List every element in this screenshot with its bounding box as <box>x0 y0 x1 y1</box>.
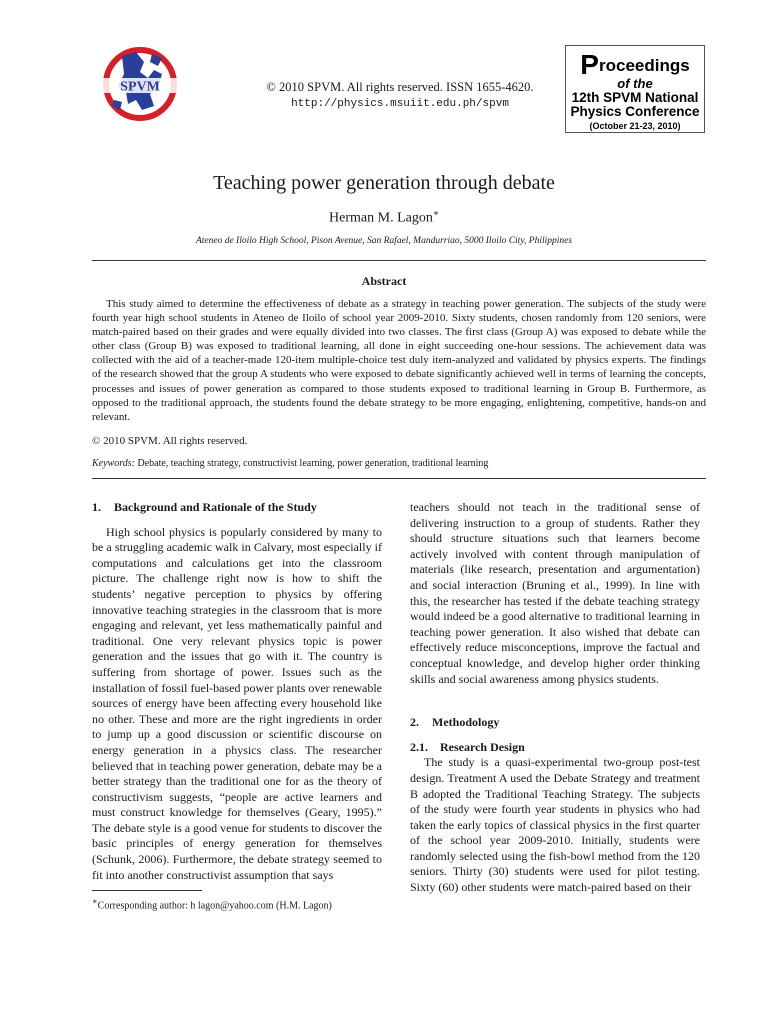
copyright-line: © 2010 SPVM. All rights reserved. ISSN 1655-4620. <box>266 80 534 94</box>
section-1-paragraph-1: High school physics is popularly considered by many to be a struggling academic walk in Calvary, most especially if computations and calculations get into the classroom picture. The challenge right now is how to shift the students’ negative perception to physics by offering innovative teaching strategies in the classroom that is more engaging and relevant, yet less mathematically painful and traditional. One very relevant physics topic is power generation and the issues that go with it. The country is suffering from shortage of power. Issues such as the installation of fossil fuel-based power plants over renewable sources of energy have been affecting every household like no other. These and more are the right ingredients in order to jump up a good discussion or scientific discourse on energy generation in a physics class. The researcher believed that in teaching power generation, debate may be a better strategy than the traditional one for as the theory of constructivism suggests, “people are active learners and must construct knowledge for themselves (Geary, 1995).” The debate style is a good venue for students to discover the basic principles of energy generation for themselves (Schunk, 2006). Furthermore, the debate strategy seemed to fit into another constructivist assumption that says <box>92 524 382 882</box>
left-column <box>92 500 382 883</box>
keywords-label: Keywords: <box>92 458 135 469</box>
proceedings-conference-line1: 12th SPVM National <box>571 90 699 106</box>
section-2-title: Methodology <box>432 715 500 730</box>
abstract-text: This study aimed to determine the effectiveness of debate as a strategy in teaching power generation. The subjects of the study were fourth year high school students in Ateneo de Iloilo of school year 2009-2010. Sixty students, chosen randomly from 120 seniors, were match-paired based on their grades and were equally divided into two classes. The first class (Group A) was exposed to debate while the other class (Group B) was exposed to traditional learning, all done in eight succeeding one-hour sessions. The achievement data was collected with the aid of a teacher-made 120-item multiple-choice test duly item-analyzed and validated by physics experts. The findings of the research showed that the group A students who were exposed to debate significantly achieved well in terms of learning the concepts, processes and issues of power generation as compared to those students exposed to traditional learning in Group B. Furthermore, as opposed to the traditional approach, the students found the debate strategy to be more engaging, enlightening, competitive, hands-on and relevant. <box>92 298 706 423</box>
footnote-mark: ∗ <box>92 897 98 906</box>
subsection-2-1-heading <box>410 740 700 756</box>
section-1-paragraph-2: teachers should not teach in the traditional sense of delivering instruction to a group of students. Rather they should structure situations such that learners become actively involved with content through manipulation of materials (like research, presentation and argumentation) and social interaction (Bruning et al., 1999). In line with this, the researcher has tested if the debate teaching strategy would indeed be a good alternative to traditional learning in teaching power generation. It also wished that debate can effectively reduce misconceptions, improve the factual and conceptual knowledge, and develop higher order thinking skills and social awareness among physics students. <box>410 500 700 686</box>
footnote-rule <box>92 890 202 891</box>
proceedings-big-letter: P <box>580 49 599 80</box>
section-1-title: Background and Rationale of the Study <box>114 500 317 514</box>
author-affiliation: Ateneo de Iloilo High School, Pison Avenue, San Rafael, Mandurriao, 5000 Iloilo City, Philippines <box>195 236 573 246</box>
subsection-2-1-paragraph: The study is a quasi-experimental two-group post-test design. Treatment A used the Debate Strategy and treatment B adopted the Traditional Teaching Strategy. The subjects of the study were fourth year students in physics who had taken the early topics of classical physics in the first quarter of the school year 2009-2010. Initially, students were randomly selected using the fish-bowl method from the 120 seniors. Thirty (30) students were used for pilot testing. Sixty (60) other students were match-paired based on their <box>410 755 700 895</box>
proceedings-of-the: of the <box>617 76 653 92</box>
subsection-2-1-number: 2.1. <box>410 739 428 754</box>
footnote <box>92 896 382 911</box>
section-1-number: 1. <box>92 500 101 514</box>
abstract-top-rule <box>92 260 706 261</box>
proceedings-word: roceedings <box>598 56 690 75</box>
author-footnote-mark[interactable]: ∗ <box>432 208 439 218</box>
paper-title: Teaching power generation through debate <box>213 172 555 194</box>
subsection-2-1-title: Research Design <box>440 739 525 754</box>
spvm-logo <box>92 44 188 124</box>
proceedings-conference-line2: Physics Conference <box>570 104 700 120</box>
logo-text: SPVM <box>120 79 160 95</box>
proceedings-badge <box>565 45 705 133</box>
section-2-number: 2. <box>410 715 419 730</box>
author-name: Herman M. Lagon <box>329 210 433 226</box>
abstract-heading: Abstract <box>361 274 407 288</box>
proceedings-dates: (October 21-23, 2010) <box>589 121 681 132</box>
footnote-text: Corresponding author: h lagon@yahoo.com (H.M. Lagon) <box>97 900 332 912</box>
abstract-bottom-rule <box>92 478 706 479</box>
section-2-heading <box>410 715 700 731</box>
abstract-copyright: © 2010 SPVM. All rights reserved. <box>92 435 248 447</box>
paper-author <box>0 208 768 227</box>
keywords <box>92 458 706 469</box>
section-1-heading <box>92 500 382 516</box>
journal-url[interactable]: http://physics.msuiit.edu.ph/spvm <box>291 98 509 110</box>
keywords-list: Debate, teaching strategy, constructivist learning, power generation, traditional learning <box>137 458 489 469</box>
abstract-body <box>92 297 706 424</box>
right-column <box>410 500 700 896</box>
